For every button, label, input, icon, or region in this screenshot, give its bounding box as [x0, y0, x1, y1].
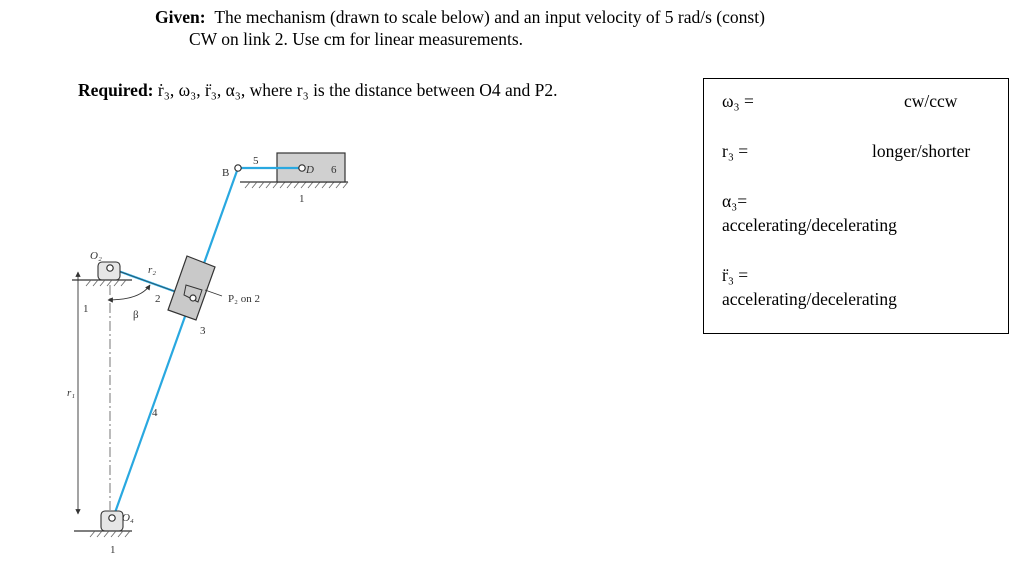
- label-link-3: 3: [200, 325, 206, 337]
- label-ground-top: 1: [299, 193, 305, 205]
- label-b: B: [222, 167, 230, 179]
- r3-label: r₃ =: [722, 141, 749, 161]
- given-line-2: CW on link 2. Use cm for linear measurements.: [189, 29, 524, 49]
- omega3-option: cw/ccw: [904, 91, 958, 111]
- given-line-1: The mechanism (drawn to scale below) and an input velocity of 5 rad/s (const): [214, 7, 765, 27]
- label-link-2: 2: [155, 293, 161, 305]
- link-4: [112, 168, 238, 521]
- alpha3-label: α₃=: [722, 191, 748, 211]
- r3ddot-label: r̈₃ =: [722, 265, 749, 285]
- r3ddot-option: accelerating/decelerating: [722, 289, 897, 309]
- top-ground: [240, 182, 348, 188]
- label-link-4: 4: [152, 407, 158, 419]
- ground-o2: [72, 262, 132, 286]
- pin-p2: [190, 295, 196, 301]
- label-ground-bottom: 1: [110, 544, 116, 556]
- pin-b: [235, 165, 241, 171]
- mechanism-diagram: [60, 140, 380, 570]
- alpha3-option: accelerating/decelerating: [722, 215, 897, 235]
- pivot-o2: [107, 265, 113, 271]
- r3-option: longer/shorter: [872, 141, 971, 161]
- label-ground-left: 1: [83, 303, 89, 315]
- label-link-5: 5: [253, 155, 259, 167]
- pivot-o4: [109, 515, 115, 521]
- label-p2: P₂ on 2: [228, 293, 260, 305]
- label-beta: β: [133, 309, 139, 321]
- omega3-label: ω₃ =: [722, 91, 754, 111]
- pin-d: [299, 165, 305, 171]
- answer-box: [703, 78, 1009, 334]
- beta-arc: [108, 285, 150, 300]
- label-d: D: [306, 164, 314, 176]
- label-link-6: 6: [331, 164, 337, 176]
- required-text: ṙ₃, ω₃, r̈₃, α₃, where r₃ is the distance between O4 and P2.: [157, 80, 558, 100]
- label-o4: O₄: [122, 512, 134, 524]
- given-label: Given:: [155, 7, 206, 27]
- given-block: [155, 6, 765, 50]
- slider-block-3: [168, 256, 215, 320]
- required-label: Required:: [78, 80, 154, 100]
- label-o2: O₂: [90, 250, 102, 262]
- label-r2: r₂: [148, 264, 157, 276]
- label-r1: r₁: [67, 387, 76, 399]
- required-block: [78, 80, 558, 101]
